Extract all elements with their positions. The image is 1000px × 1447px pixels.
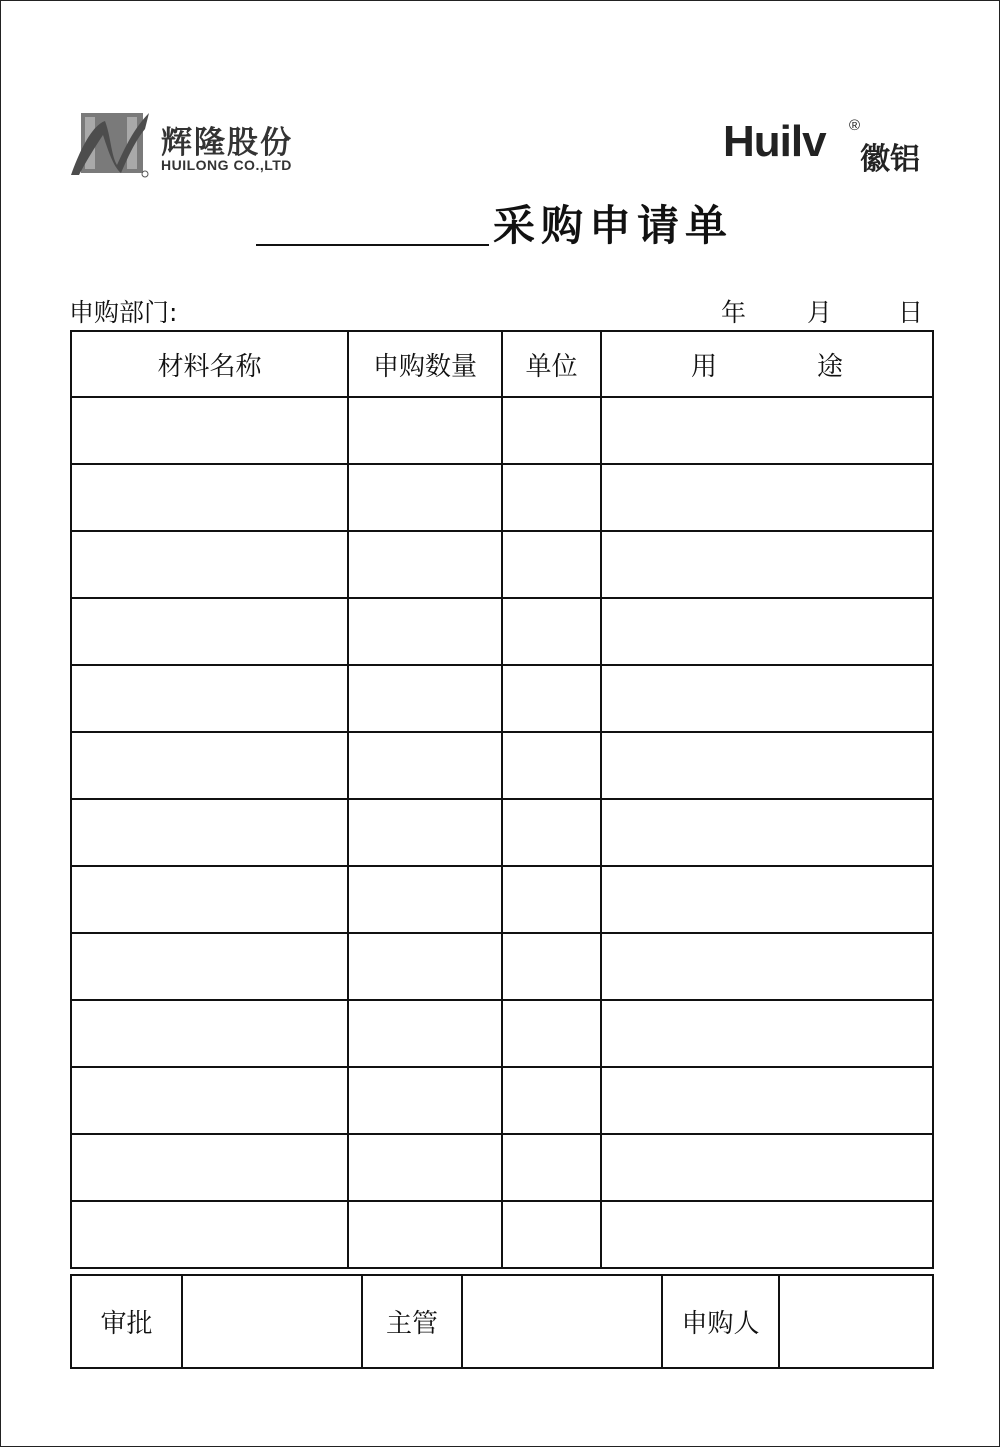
signature-row [71,1275,933,1368]
quantity-cell[interactable] [348,1067,502,1134]
unit-cell[interactable] [502,1201,601,1268]
quantity-cell[interactable] [348,464,502,531]
signature-table [70,1274,934,1369]
material-name-cell[interactable] [71,598,348,665]
usage-cell[interactable] [601,665,933,732]
col-usage-char-2: 途 [817,351,844,382]
table-row [71,799,933,866]
date-day-label: 日 [898,298,924,327]
usage-cell[interactable] [601,1000,933,1067]
approve-field[interactable] [182,1275,362,1368]
supervisor-field[interactable] [462,1275,662,1368]
table-row [71,866,933,933]
usage-cell[interactable] [601,531,933,598]
approve-label: 审批 [71,1275,182,1368]
quantity-cell[interactable] [348,732,502,799]
table-row [71,933,933,1000]
unit-cell[interactable] [502,1067,601,1134]
quantity-cell[interactable] [348,531,502,598]
company-name-en: HUILONG CO.,LTD [161,157,292,173]
quantity-cell[interactable] [348,1201,502,1268]
usage-cell[interactable] [601,397,933,464]
table-row [71,665,933,732]
unit-cell[interactable] [502,1000,601,1067]
quantity-cell[interactable] [348,866,502,933]
col-quantity: 申购数量 [348,331,502,397]
quantity-cell[interactable] [348,397,502,464]
unit-cell[interactable] [502,397,601,464]
material-name-cell[interactable] [71,464,348,531]
material-name-cell[interactable] [71,1067,348,1134]
form-title: 采购申请单 [493,201,734,250]
usage-cell[interactable] [601,933,933,1000]
material-name-cell[interactable] [71,866,348,933]
table-row [71,1201,933,1268]
quantity-cell[interactable] [348,598,502,665]
usage-cell[interactable] [601,1134,933,1201]
quantity-cell[interactable] [348,665,502,732]
registered-mark: ® [849,117,861,134]
table-row [71,732,933,799]
material-name-cell[interactable] [71,799,348,866]
title-blank-line[interactable] [256,244,489,246]
material-name-cell[interactable] [71,1134,348,1201]
col-usage [601,331,933,397]
col-unit: 单位 [502,331,601,397]
unit-cell[interactable] [502,665,601,732]
material-name-cell[interactable] [71,1201,348,1268]
unit-cell[interactable] [502,1134,601,1201]
table-row [71,598,933,665]
usage-cell[interactable] [601,464,933,531]
huilong-logo [67,107,327,187]
unit-cell[interactable] [502,732,601,799]
table-row [71,531,933,598]
applicant-field[interactable] [779,1275,933,1368]
unit-cell[interactable] [502,866,601,933]
unit-cell[interactable] [502,531,601,598]
usage-cell[interactable] [601,598,933,665]
usage-cell[interactable] [601,799,933,866]
material-name-cell[interactable] [71,665,348,732]
table-row [71,464,933,531]
unit-cell[interactable] [502,933,601,1000]
items-table [70,330,934,1269]
table-row [71,397,933,464]
quantity-cell[interactable] [348,1134,502,1201]
quantity-cell[interactable] [348,799,502,866]
supervisor-label: 主管 [362,1275,462,1368]
unit-cell[interactable] [502,598,601,665]
usage-cell[interactable] [601,866,933,933]
table-body [71,397,933,1268]
date-year-label: 年 [721,298,747,327]
col-material-name: 材料名称 [71,331,348,397]
quantity-cell[interactable] [348,1000,502,1067]
material-name-cell[interactable] [71,732,348,799]
material-name-cell[interactable] [71,933,348,1000]
quantity-cell[interactable] [348,933,502,1000]
unit-cell[interactable] [502,799,601,866]
brand-name-en: Huilv [723,117,826,166]
table-row [71,1134,933,1201]
huilong-logo-mark [67,107,151,179]
company-name-cn: 辉隆股份 [161,125,293,161]
material-name-cell[interactable] [71,397,348,464]
material-name-cell[interactable] [71,531,348,598]
usage-cell[interactable] [601,732,933,799]
huilv-logo [723,119,933,175]
usage-cell[interactable] [601,1067,933,1134]
table-row [71,1067,933,1134]
date-month-label: 月 [807,298,833,327]
table-row [71,1000,933,1067]
brand-name-cn: 徽铝 [860,142,920,177]
col-usage-char-1: 用 [690,351,717,382]
applicant-label: 申购人 [662,1275,779,1368]
material-name-cell[interactable] [71,1000,348,1067]
unit-cell[interactable] [502,464,601,531]
table-header-row [71,331,933,397]
department-label: 申购部门: [69,298,178,327]
usage-cell[interactable] [601,1201,933,1268]
